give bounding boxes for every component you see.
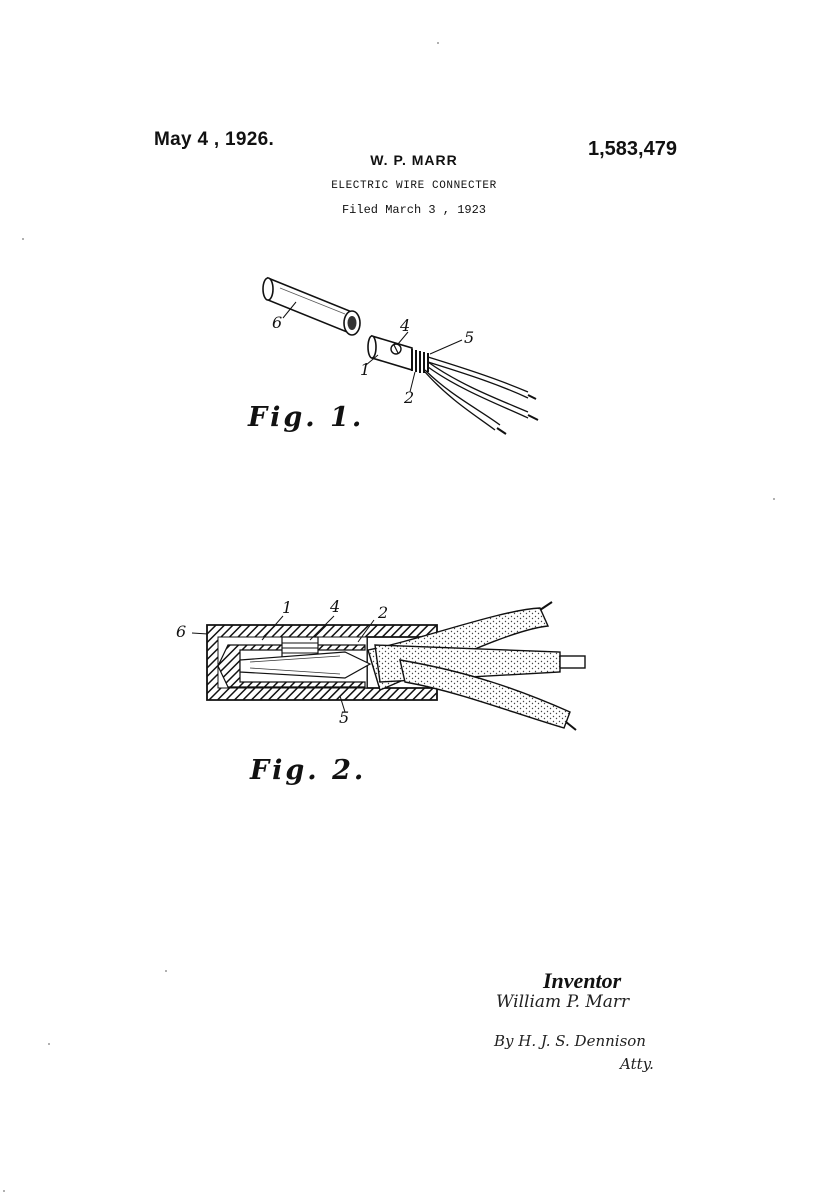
fig1-ref-6: 6: [272, 313, 283, 332]
threaded-sleeve: [412, 349, 428, 373]
fig1-ref-1: 1: [360, 360, 371, 379]
patent-number: 1,583,479: [588, 138, 677, 160]
patent-date: May 4 , 1926.: [154, 129, 275, 150]
scan-speck: [773, 498, 775, 500]
attorney-signature: By H. J. S. Dennison: [494, 1032, 646, 1050]
fig2-ref-2: 2: [378, 603, 389, 622]
scan-speck: [22, 238, 24, 240]
filed-date: Filed March 3 , 1923: [341, 203, 487, 217]
connector-body: [368, 336, 412, 370]
scan-speck: [48, 1043, 50, 1045]
scan-speck: [437, 42, 439, 44]
fig1-ref-2: 2: [404, 388, 415, 407]
fig2-ref-5: 5: [339, 708, 350, 727]
figure-2-label: Fig. 2.: [250, 755, 367, 786]
fig2-ref-4: 4: [330, 597, 341, 616]
wire-leads: [425, 357, 538, 434]
scan-speck: [3, 1190, 5, 1192]
insulated-wires: [368, 602, 585, 730]
inventor-heading: Inventor: [543, 968, 622, 993]
inventor-name: W. P. MARR: [370, 152, 458, 168]
fig1-ref-5: 5: [464, 328, 475, 347]
figure-1-label: Fig. 1.: [248, 402, 365, 433]
fig2-ref-6: 6: [176, 622, 187, 641]
figure-2-drawing: [192, 602, 585, 730]
patent-title: ELECTRIC WIRE CONNECTER: [331, 180, 497, 192]
fig2-ref-1: 1: [282, 598, 293, 617]
inventor-signature: William P. Marr: [496, 992, 630, 1012]
fig1-ref-4: 4: [400, 316, 411, 335]
attorney-suffix: Atty.: [620, 1055, 654, 1073]
scan-speck: [165, 970, 167, 972]
